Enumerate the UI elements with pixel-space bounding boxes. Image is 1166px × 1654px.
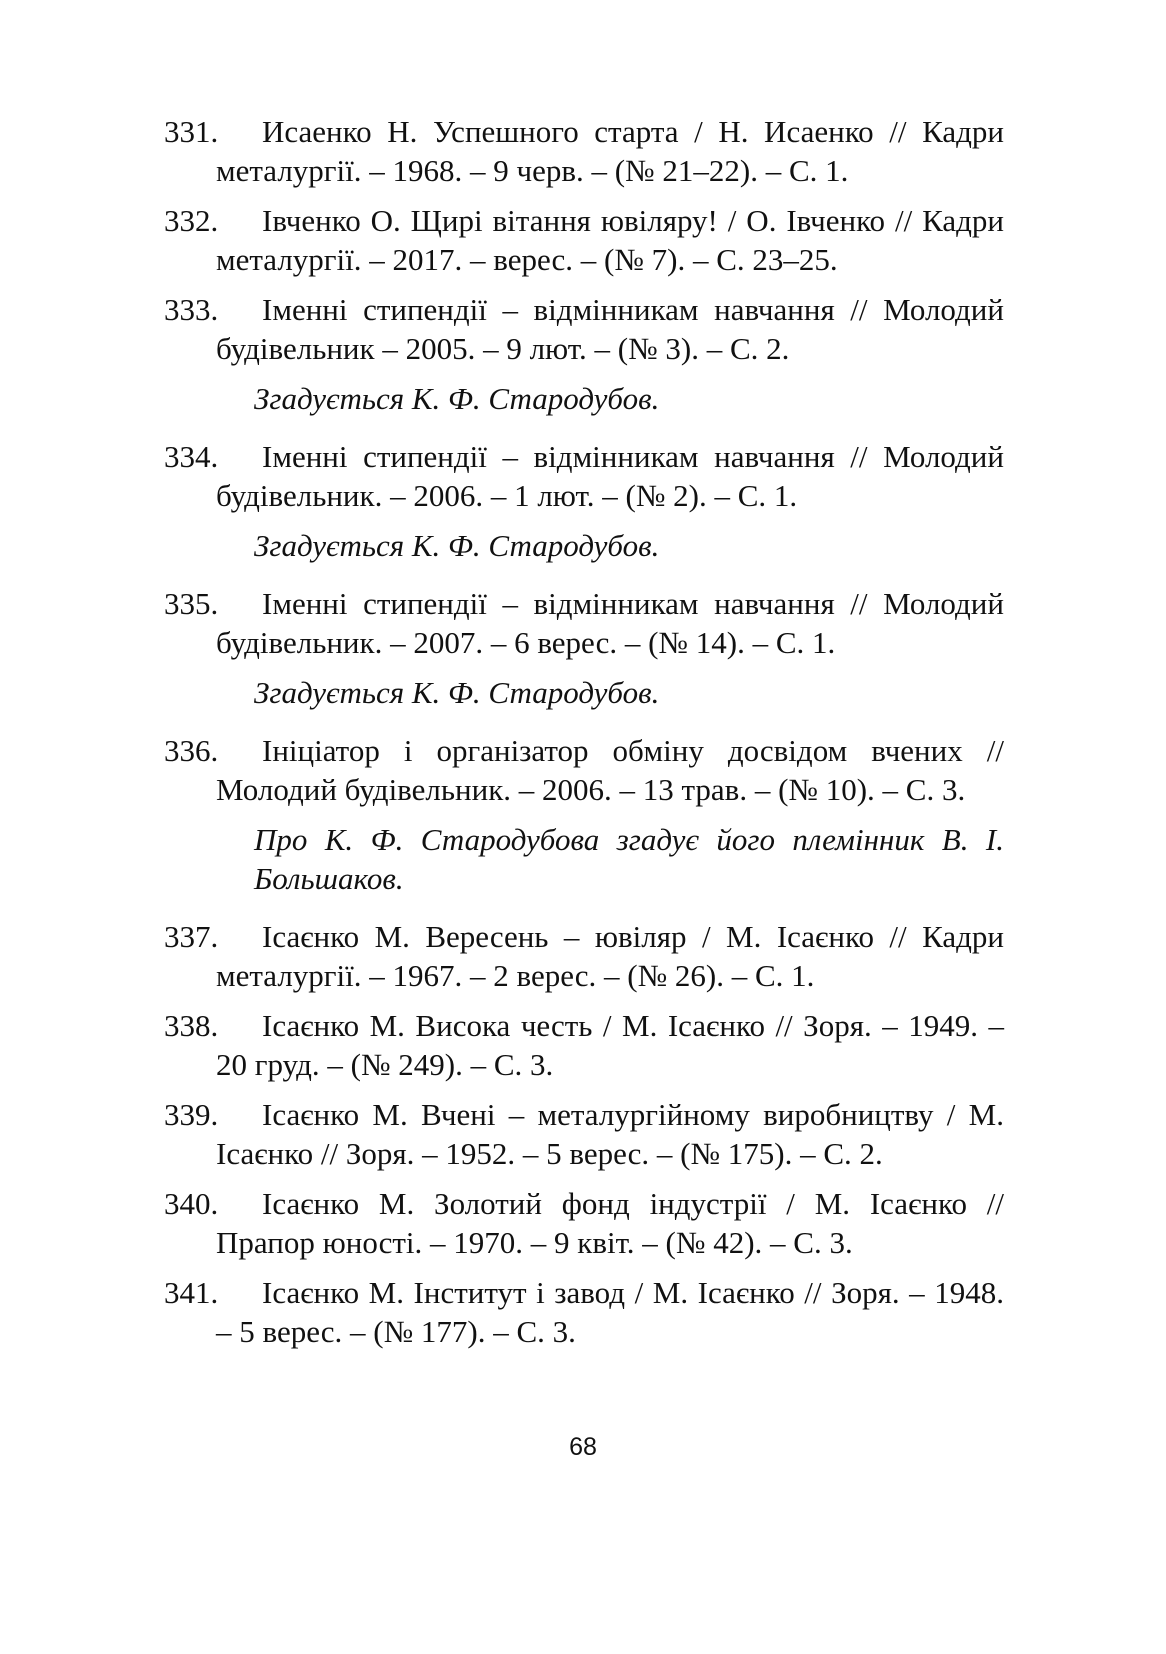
entry-number: 341. (164, 1275, 219, 1310)
entry-number: 338. (164, 1008, 219, 1043)
bibliography-entry (164, 917, 1004, 995)
entry-number: 334. (164, 439, 219, 474)
entry-text: Ісаєнко М. Інститут і завод / М. Ісаєнко // Зоря. – 1948. – 5 верес. – (№ 177). – С. 3. (216, 1275, 1004, 1349)
entry-text: Ісаєнко М. Висока честь / М. Ісаєнко // Зоря. – 1949. – 20 груд. – (№ 249). – С. 3. (216, 1008, 1004, 1082)
bibliography-entry (164, 201, 1004, 279)
bibliography-entry (164, 1006, 1004, 1084)
bibliography-entry (164, 437, 1004, 515)
entry-text: Іменні стипендії – відмінникам навчання // Молодий будівельник. – 2006. – 1 лют. – (№ 2). – С. 1. (216, 439, 1004, 513)
entry-text: Ісаєнко М. Вересень – ювіляр / М. Ісаєнко // Кадри металургії. – 1967. – 2 верес. – (№ 26). – С. 1. (216, 919, 1004, 993)
bibliography-entry (164, 1273, 1004, 1351)
entry-annotation: Згадується К. Ф. Стародубов. (254, 381, 660, 416)
bibliography-entry (164, 1095, 1004, 1173)
bibliography-entry (164, 731, 1004, 809)
entry-text: Іменні стипендії – відмінникам навчання // Молодий будівельник. – 2007. – 6 верес. – (№ 14). – С. 1. (216, 586, 1004, 660)
entry-number: 340. (164, 1186, 219, 1221)
bibliography-entry (164, 290, 1004, 368)
bibliography-entry (164, 112, 1004, 190)
entry-text: Ісаєнко М. Золотий фонд індустрії / М. Ісаєнко // Прапор юності. – 1970. – 9 квіт. – (№ 42). – С. 3. (216, 1186, 1004, 1260)
entry-number: 337. (164, 919, 219, 954)
entry-text: Ісаєнко М. Вчені – металургійному виробництву / М. Ісаєнко // Зоря. – 1952. – 5 верес. – (№ 175). – С. 2. (216, 1097, 1004, 1171)
entry-number: 331. (164, 114, 219, 149)
bibliography-entry (164, 584, 1004, 662)
entry-annotation: Згадується К. Ф. Стародубов. (254, 528, 660, 563)
entry-annotation: Згадується К. Ф. Стародубов. (254, 675, 660, 710)
entry-number: 336. (164, 733, 219, 768)
entry-text: Іменні стипендії – відмінникам навчання // Молодий будівельник – 2005. – 9 лют. – (№ 3). – С. 2. (216, 292, 1004, 366)
entry-text: Исаенко Н. Успешного старта / Н. Исаенко // Кадри металургії. – 1968. – 9 черв. – (№ 21–22). – С. 1. (216, 114, 1004, 188)
entry-number: 333. (164, 292, 219, 327)
bibliography-entry (164, 1184, 1004, 1262)
entry-number: 339. (164, 1097, 219, 1132)
entry-annotation: Про К. Ф. Стародубова згадує його племінник В. І. Большаков. (254, 822, 1004, 896)
page-number: 68 (569, 1433, 597, 1461)
entry-number: 335. (164, 586, 219, 621)
entry-text: Ініціатор і організатор обміну досвідом вчених // Молодий будівельник. – 2006. – 13 трав. – (№ 10). – С. 3. (216, 733, 1004, 807)
entry-text: Івченко О. Щирі вітання ювіляру! / О. Івченко // Кадри металургії. – 2017. – верес. – (№ 7). – С. 23–25. (216, 203, 1004, 277)
bibliography-list (164, 112, 1004, 1362)
entry-number: 332. (164, 203, 219, 238)
